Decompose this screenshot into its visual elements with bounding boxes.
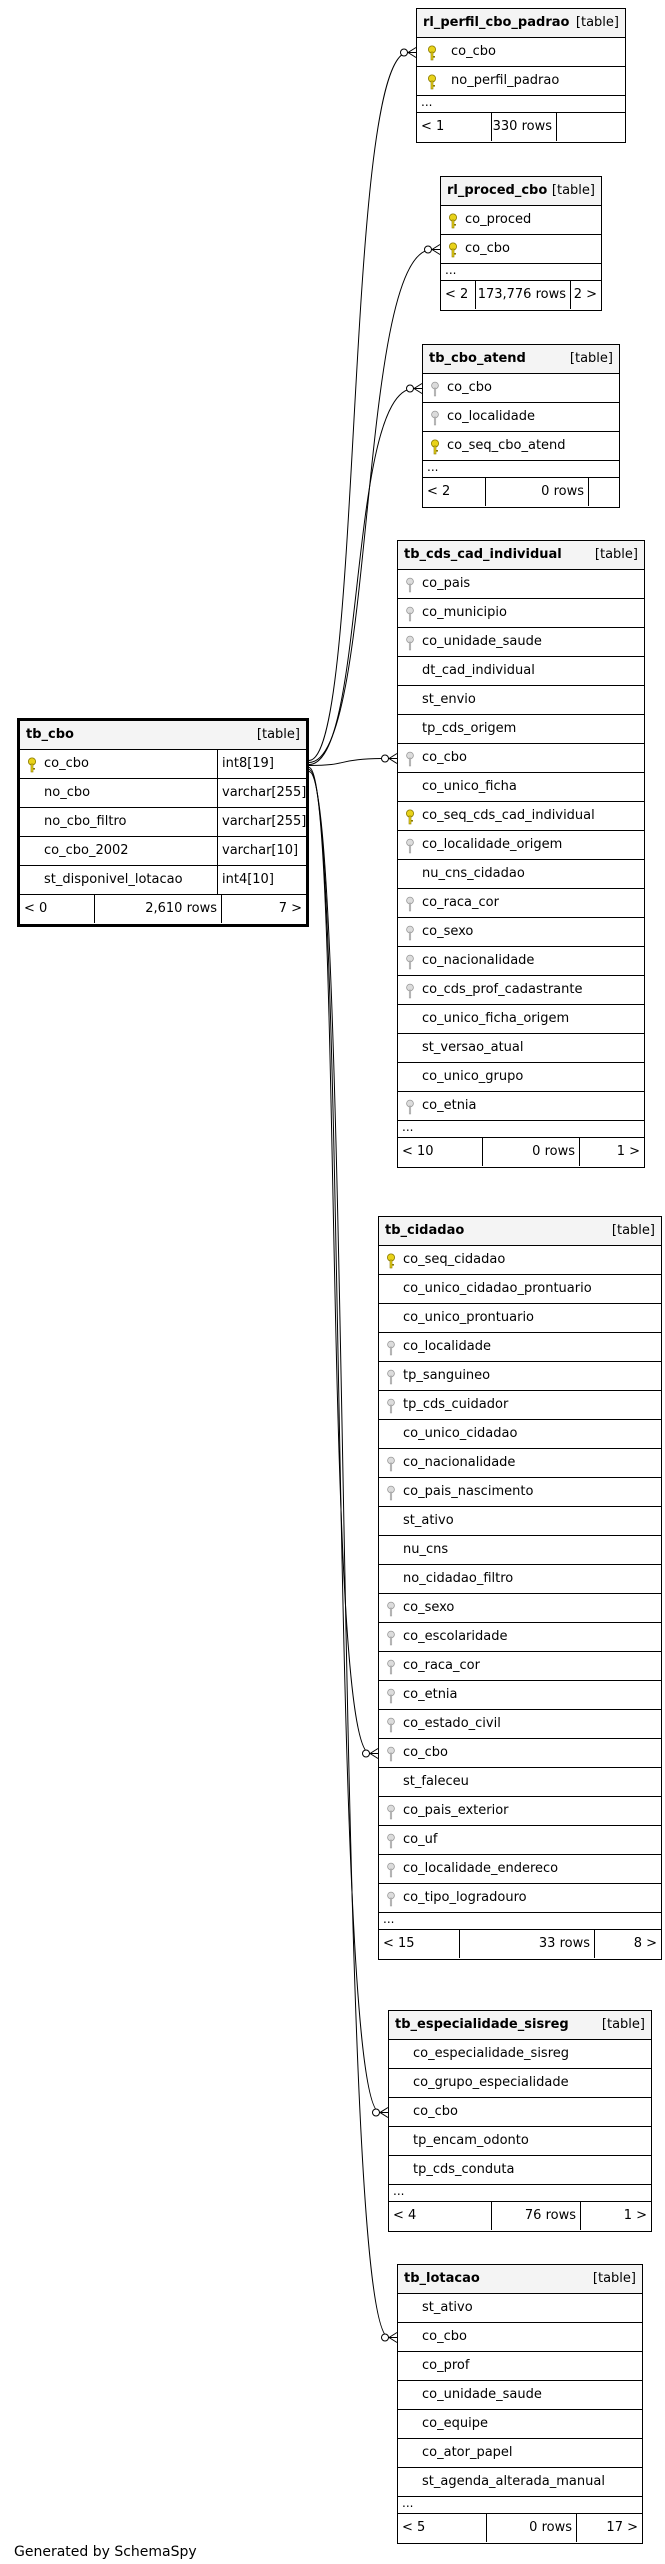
- index-key-icon: [386, 1716, 396, 1732]
- column-name: co_estado_civil: [403, 1716, 501, 1731]
- column-name: co_especialidade_sisreg: [413, 2046, 570, 2061]
- crows-foot-marker: [380, 2108, 388, 2118]
- table-tb-cbo[interactable]: [17, 718, 309, 927]
- children-count[interactable]: 2 >: [573, 287, 597, 302]
- column-name: co_prof: [422, 2358, 470, 2373]
- crows-foot-marker: [432, 245, 440, 255]
- column-row[interactable]: [398, 1063, 644, 1092]
- table-name: rl_proced_cbo: [447, 183, 548, 198]
- row-count: 0 rows: [485, 478, 589, 506]
- more-columns[interactable]: ...: [389, 2185, 651, 2202]
- primary-key-icon: [386, 1252, 396, 1268]
- column-name: tp_cds_origem: [422, 721, 517, 736]
- column-row[interactable]: [20, 837, 306, 866]
- column-row[interactable]: [379, 1362, 661, 1391]
- primary-key-icon: [430, 438, 440, 454]
- index-key-icon: [386, 1745, 396, 1761]
- relationship-line: [309, 53, 408, 761]
- column-row[interactable]: [379, 1826, 661, 1855]
- table-type-label: [table]: [594, 547, 638, 562]
- optional-marker: [382, 755, 389, 762]
- column-name: tp_cds_conduta: [413, 2162, 515, 2177]
- column-row[interactable]: [379, 1797, 661, 1826]
- column-row[interactable]: [398, 1092, 644, 1121]
- table-tb-lotacao[interactable]: [397, 2264, 643, 2544]
- column-row[interactable]: [398, 2323, 642, 2352]
- index-key-icon: [386, 1861, 396, 1877]
- column-name: co_cbo: [447, 380, 492, 395]
- column-name: co_raca_cor: [403, 1658, 480, 1673]
- table-tb-cds-cad-individual[interactable]: [397, 540, 645, 1168]
- column-row[interactable]: [398, 744, 644, 773]
- optional-marker: [401, 49, 408, 56]
- index-key-icon: [405, 895, 415, 911]
- column-row[interactable]: [379, 1739, 661, 1768]
- column-name: co_municipio: [422, 605, 507, 620]
- parents-count[interactable]: < 15: [383, 1936, 415, 1951]
- table-type-label: [table]: [569, 351, 613, 366]
- row-count: 0 rows: [486, 2514, 577, 2542]
- column-name: co_proced: [465, 212, 532, 227]
- table-header: [441, 177, 601, 206]
- crows-foot-marker: [414, 384, 422, 394]
- column-name: co_sexo: [422, 924, 474, 939]
- column-name: co_unidade_saude: [422, 634, 542, 649]
- column-name: co_cbo: [422, 750, 467, 765]
- column-row[interactable]: [379, 1623, 661, 1652]
- table-header: [389, 2011, 651, 2040]
- table-header: [417, 9, 625, 38]
- index-key-icon: [430, 409, 440, 425]
- relationship-line: [309, 772, 389, 2338]
- column-row[interactable]: [20, 750, 306, 779]
- column-row[interactable]: [389, 2156, 651, 2185]
- column-row[interactable]: [398, 773, 644, 802]
- primary-key-icon: [27, 756, 37, 772]
- table-rl-proced-cbo[interactable]: [440, 176, 602, 311]
- column-row[interactable]: [398, 860, 644, 889]
- column-row[interactable]: [379, 1275, 661, 1304]
- column-row[interactable]: [379, 1391, 661, 1420]
- column-name: no_cidadao_filtro: [403, 1571, 514, 1586]
- parents-count[interactable]: < 2: [427, 484, 451, 499]
- more-columns[interactable]: ...: [417, 96, 625, 113]
- optional-marker: [373, 2109, 380, 2116]
- table-tb-cidadao[interactable]: [378, 1216, 662, 1960]
- index-key-icon: [386, 1484, 396, 1500]
- column-row[interactable]: [398, 918, 644, 947]
- crows-foot-marker: [389, 754, 397, 764]
- column-name: nu_cns_cidadao: [422, 866, 525, 881]
- optional-marker: [425, 246, 432, 253]
- column-type: varchar[255]: [217, 808, 306, 837]
- column-row[interactable]: [389, 2127, 651, 2156]
- column-row[interactable]: [379, 1681, 661, 1710]
- column-type: varchar[255]: [217, 779, 306, 808]
- table-footer: [423, 478, 619, 507]
- column-name: co_unico_ficha_origem: [422, 1011, 570, 1026]
- column-row[interactable]: [398, 686, 644, 715]
- column-row[interactable]: [441, 235, 601, 264]
- column-name: co_nacionalidade: [422, 953, 535, 968]
- column-name: st_disponivel_lotacao: [44, 872, 183, 887]
- column-name: co_escolaridade: [403, 1629, 508, 1644]
- row-count: 173,776 rows: [475, 281, 571, 309]
- table-tb-cbo-atend[interactable]: [422, 344, 620, 508]
- column-row[interactable]: [398, 889, 644, 918]
- table-name: tb_cbo_atend: [429, 351, 526, 366]
- index-key-icon: [386, 1687, 396, 1703]
- column-row[interactable]: [398, 2352, 642, 2381]
- column-row[interactable]: [379, 1333, 661, 1362]
- column-name: st_agenda_alterada_manual: [422, 2474, 605, 2489]
- index-key-icon: [405, 953, 415, 969]
- index-key-icon: [405, 982, 415, 998]
- column-name: no_cbo_filtro: [44, 814, 127, 829]
- column-row[interactable]: [398, 628, 644, 657]
- column-row[interactable]: [379, 1507, 661, 1536]
- column-type: int4[10]: [217, 866, 274, 895]
- column-row[interactable]: [379, 1420, 661, 1449]
- row-count: 76 rows: [491, 2202, 581, 2230]
- index-key-icon: [405, 605, 415, 621]
- column-name: no_cbo: [44, 785, 91, 800]
- column-name: co_raca_cor: [422, 895, 499, 910]
- column-name: co_equipe: [422, 2416, 488, 2431]
- column-name: co_localidade_endereco: [403, 1861, 559, 1876]
- index-key-icon: [386, 1658, 396, 1674]
- table-name: tb_cds_cad_individual: [404, 547, 562, 562]
- column-name: st_versao_atual: [422, 1040, 524, 1055]
- index-key-icon: [405, 750, 415, 766]
- column-name: co_unico_ficha: [422, 779, 517, 794]
- column-name: tp_encam_odonto: [413, 2133, 529, 2148]
- primary-key-icon: [427, 73, 437, 89]
- column-name: co_cbo: [465, 241, 510, 256]
- column-name: dt_cad_individual: [422, 663, 535, 678]
- column-row[interactable]: [398, 657, 644, 686]
- column-name: co_unico_cidadao: [403, 1426, 518, 1441]
- column-row[interactable]: [398, 599, 644, 628]
- column-row[interactable]: [20, 808, 306, 837]
- column-name: co_cbo: [413, 2104, 458, 2119]
- optional-marker: [363, 1750, 370, 1757]
- column-name: co_unico_grupo: [422, 1069, 524, 1084]
- row-count: 0 rows: [482, 1138, 580, 1166]
- column-name: co_cbo: [44, 756, 89, 771]
- column-row[interactable]: [398, 831, 644, 860]
- column-name: co_sexo: [403, 1600, 455, 1615]
- column-name: tp_cds_cuidador: [403, 1397, 509, 1412]
- relationship-line: [309, 770, 380, 2113]
- column-name: nu_cns: [403, 1542, 449, 1557]
- crows-foot-marker: [389, 2333, 397, 2343]
- table-name: tb_cidadao: [385, 1223, 465, 1238]
- column-row[interactable]: [379, 1652, 661, 1681]
- column-name: st_faleceu: [403, 1774, 469, 1789]
- optional-marker: [407, 385, 414, 392]
- parents-count[interactable]: < 10: [402, 1144, 434, 1159]
- column-name: co_seq_cds_cad_individual: [422, 808, 595, 823]
- table-header: [423, 345, 619, 374]
- column-row[interactable]: [423, 374, 619, 403]
- primary-key-icon: [448, 212, 458, 228]
- column-name: co_tipo_logradouro: [403, 1890, 527, 1905]
- index-key-icon: [386, 1803, 396, 1819]
- column-name: co_etnia: [422, 1098, 477, 1113]
- table-name: rl_perfil_cbo_padrao: [423, 15, 570, 30]
- column-row[interactable]: [398, 1034, 644, 1063]
- optional-marker: [382, 2334, 389, 2341]
- column-row[interactable]: [389, 2098, 651, 2127]
- table-tb-especialidade-sisreg[interactable]: [388, 2010, 652, 2232]
- parents-count[interactable]: < 1: [421, 119, 445, 134]
- children-count[interactable]: 1 >: [623, 2208, 647, 2223]
- column-name: co_etnia: [403, 1687, 458, 1702]
- column-name: co_cbo_2002: [44, 843, 129, 858]
- index-key-icon: [386, 1397, 396, 1413]
- index-key-icon: [386, 1890, 396, 1906]
- column-row[interactable]: [398, 2294, 642, 2323]
- column-name: co_unico_prontuario: [403, 1310, 535, 1325]
- crows-foot-marker: [408, 48, 416, 58]
- column-row[interactable]: [379, 1565, 661, 1594]
- table-footer: [398, 1138, 644, 1167]
- relationship-line: [309, 768, 370, 1754]
- column-name: co_ator_papel: [422, 2445, 513, 2460]
- table-type-label: [table]: [611, 1223, 655, 1238]
- column-row[interactable]: [417, 38, 625, 67]
- column-row[interactable]: [398, 2381, 642, 2410]
- column-row[interactable]: [423, 432, 619, 461]
- column-row[interactable]: [379, 1478, 661, 1507]
- column-row[interactable]: [398, 2410, 642, 2439]
- column-row[interactable]: [398, 715, 644, 744]
- column-row[interactable]: [379, 1768, 661, 1797]
- column-row[interactable]: [423, 403, 619, 432]
- column-row[interactable]: [441, 206, 601, 235]
- column-name: co_seq_cidadao: [403, 1252, 506, 1267]
- column-name: co_pais_nascimento: [403, 1484, 534, 1499]
- column-row[interactable]: [379, 1884, 661, 1913]
- column-name: co_cbo: [451, 44, 496, 59]
- table-footer: [379, 1930, 661, 1959]
- column-row[interactable]: [379, 1304, 661, 1333]
- table-type-label: [table]: [551, 183, 595, 198]
- column-name: st_ativo: [422, 2300, 473, 2315]
- column-name: co_pais: [422, 576, 471, 591]
- children-count[interactable]: 17 >: [606, 2520, 638, 2535]
- table-type-label: [table]: [592, 2271, 636, 2286]
- column-row[interactable]: [389, 2069, 651, 2098]
- column-row[interactable]: [379, 1710, 661, 1739]
- index-key-icon: [386, 1368, 396, 1384]
- table-footer: [20, 895, 306, 924]
- column-name: co_cbo: [422, 2329, 467, 2344]
- table-name: tb_especialidade_sisreg: [395, 2017, 569, 2032]
- column-row[interactable]: [398, 2468, 642, 2497]
- index-key-icon: [386, 1629, 396, 1645]
- column-name: co_pais_exterior: [403, 1803, 509, 1818]
- column-row[interactable]: [379, 1855, 661, 1884]
- table-name: tb_cbo: [26, 727, 74, 742]
- table-footer: [398, 2514, 642, 2543]
- column-row[interactable]: [20, 779, 306, 808]
- column-name: co_nacionalidade: [403, 1455, 516, 1470]
- table-rl-perfil-cbo-padrao[interactable]: [416, 8, 626, 143]
- index-key-icon: [386, 1339, 396, 1355]
- index-key-icon: [386, 1455, 396, 1471]
- primary-key-icon: [448, 241, 458, 257]
- primary-key-icon: [427, 44, 437, 60]
- index-key-icon: [386, 1600, 396, 1616]
- column-type: varchar[10]: [217, 837, 298, 866]
- table-header: [20, 721, 306, 750]
- column-name: st_envio: [422, 692, 476, 707]
- index-key-icon: [386, 1832, 396, 1848]
- relationship-line: [309, 759, 389, 766]
- index-key-icon: [405, 1098, 415, 1114]
- more-columns[interactable]: ...: [379, 1913, 661, 1930]
- column-name: co_seq_cbo_atend: [447, 438, 566, 453]
- parents-count[interactable]: < 4: [393, 2208, 417, 2223]
- more-columns[interactable]: ...: [398, 1121, 644, 1138]
- column-name: co_cds_prof_cadastrante: [422, 982, 583, 997]
- parents-count[interactable]: < 5: [402, 2520, 426, 2535]
- table-name: tb_lotacao: [404, 2271, 480, 2286]
- parents-count[interactable]: < 2: [445, 287, 469, 302]
- column-row[interactable]: [398, 976, 644, 1005]
- table-header: [398, 541, 644, 570]
- children-count[interactable]: 7 >: [278, 901, 302, 916]
- column-type: int8[19]: [217, 750, 274, 779]
- table-footer: [389, 2202, 651, 2231]
- column-name: co_uf: [403, 1832, 438, 1847]
- column-row[interactable]: [379, 1246, 661, 1275]
- row-count: 330 rows: [491, 113, 557, 141]
- column-name: co_grupo_especialidade: [413, 2075, 569, 2090]
- table-type-label: [table]: [256, 727, 300, 742]
- more-columns[interactable]: ...: [441, 264, 601, 281]
- children-count[interactable]: 8 >: [633, 1936, 657, 1951]
- column-row[interactable]: [379, 1449, 661, 1478]
- column-row[interactable]: [389, 2040, 651, 2069]
- column-name: tp_sanguineo: [403, 1368, 491, 1383]
- crows-foot-marker: [370, 1749, 378, 1759]
- table-footer: [417, 113, 625, 142]
- column-name: co_unico_cidadao_prontuario: [403, 1281, 592, 1296]
- column-row[interactable]: [379, 1536, 661, 1565]
- column-name: co_localidade_origem: [422, 837, 563, 852]
- table-type-label: [table]: [601, 2017, 645, 2032]
- column-name: co_cbo: [403, 1745, 448, 1760]
- column-row[interactable]: [398, 802, 644, 831]
- primary-key-icon: [405, 808, 415, 824]
- column-name: st_ativo: [403, 1513, 454, 1528]
- column-name: co_localidade: [403, 1339, 491, 1354]
- column-name: co_unidade_saude: [422, 2387, 542, 2402]
- parents-count[interactable]: < 0: [24, 901, 48, 916]
- index-key-icon: [430, 380, 440, 396]
- more-columns[interactable]: ...: [423, 461, 619, 478]
- index-key-icon: [405, 924, 415, 940]
- column-row[interactable]: [417, 67, 625, 96]
- column-name: co_localidade: [447, 409, 535, 424]
- more-columns[interactable]: ...: [398, 2497, 642, 2514]
- column-row[interactable]: [398, 570, 644, 599]
- column-row[interactable]: [398, 947, 644, 976]
- column-row[interactable]: [379, 1594, 661, 1623]
- column-row[interactable]: [398, 1005, 644, 1034]
- generated-by-footer: Generated by SchemaSpy: [14, 2544, 197, 2560]
- row-count: 2,610 rows: [94, 895, 222, 923]
- table-header: [379, 1217, 661, 1246]
- index-key-icon: [405, 634, 415, 650]
- table-footer: [441, 281, 601, 310]
- table-type-label: [table]: [575, 15, 619, 30]
- index-key-icon: [405, 837, 415, 853]
- children-count[interactable]: 1 >: [616, 1144, 640, 1159]
- column-row[interactable]: [20, 866, 306, 895]
- column-row[interactable]: [398, 2439, 642, 2468]
- table-header: [398, 2265, 642, 2294]
- column-name: no_perfil_padrao: [451, 73, 560, 88]
- row-count: 33 rows: [459, 1930, 595, 1958]
- index-key-icon: [405, 576, 415, 592]
